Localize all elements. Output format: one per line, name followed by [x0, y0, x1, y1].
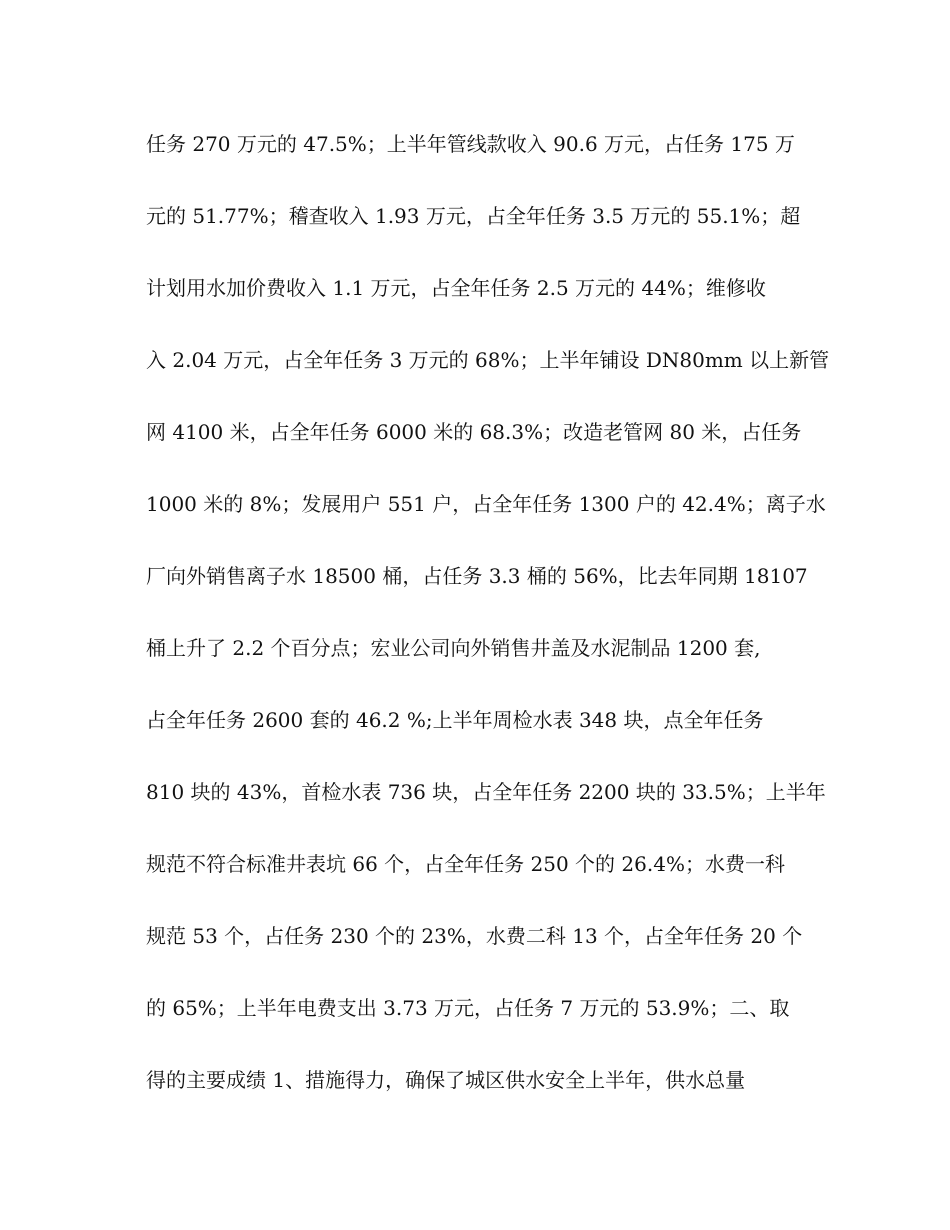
text-line: 810 块的 43%，首检水表 736 块，占全年任务 2200 块的 33.5%；上半年 [146, 780, 826, 804]
text-line: 规范不符合标准井表坑 66 个，占全年任务 250 个的 26.4%；水费一科 [146, 852, 785, 876]
text-line: 得的主要成绩 1、措施得力，确保了城区供水安全上半年，供水总量 [146, 1068, 746, 1092]
text-line: 入 2.04 万元，占全年任务 3 万元的 68%；上半年铺设 DN80mm 以上新管 [146, 348, 830, 372]
text-line: 网 4100 米，占全年任务 6000 米的 68.3%；改造老管网 80 米，占任务 [146, 420, 802, 444]
text-line: 元的 51.77%；稽查收入 1.93 万元，占全年任务 3.5 万元的 55.1%；超 [146, 204, 801, 228]
text-line: 规范 53 个，占任务 230 个的 23%，水费二科 13 个，占全年任务 20 个 [146, 924, 803, 948]
text-line: 厂向外销售离子水 18500 桶，占任务 3.3 桶的 56%，比去年同期 18107 [146, 564, 808, 588]
text-line: 的 65%；上半年电费支出 3.73 万元，占任务 7 万元的 53.9%；二、取 [146, 996, 790, 1020]
text-line: 桶上升了 2.2 个百分点；宏业公司向外销售井盖及水泥制品 1200 套, [146, 636, 761, 660]
text-line: 计划用水加价费收入 1.1 万元，占全年任务 2.5 万元的 44%；维修收 [146, 276, 766, 300]
body-text [146, 128, 830, 1136]
text-line: 任务 270 万元的 47.5%；上半年管线款收入 90.6 万元，占任务 175 万 [146, 132, 795, 156]
text-line: 1000 米的 8%；发展用户 551 户，占全年任务 1300 户的 42.4%；离子水 [146, 492, 826, 516]
text-line: 占全年任务 2600 套的 46.2 %;上半年周检水表 348 块，点全年任务 [146, 708, 764, 732]
